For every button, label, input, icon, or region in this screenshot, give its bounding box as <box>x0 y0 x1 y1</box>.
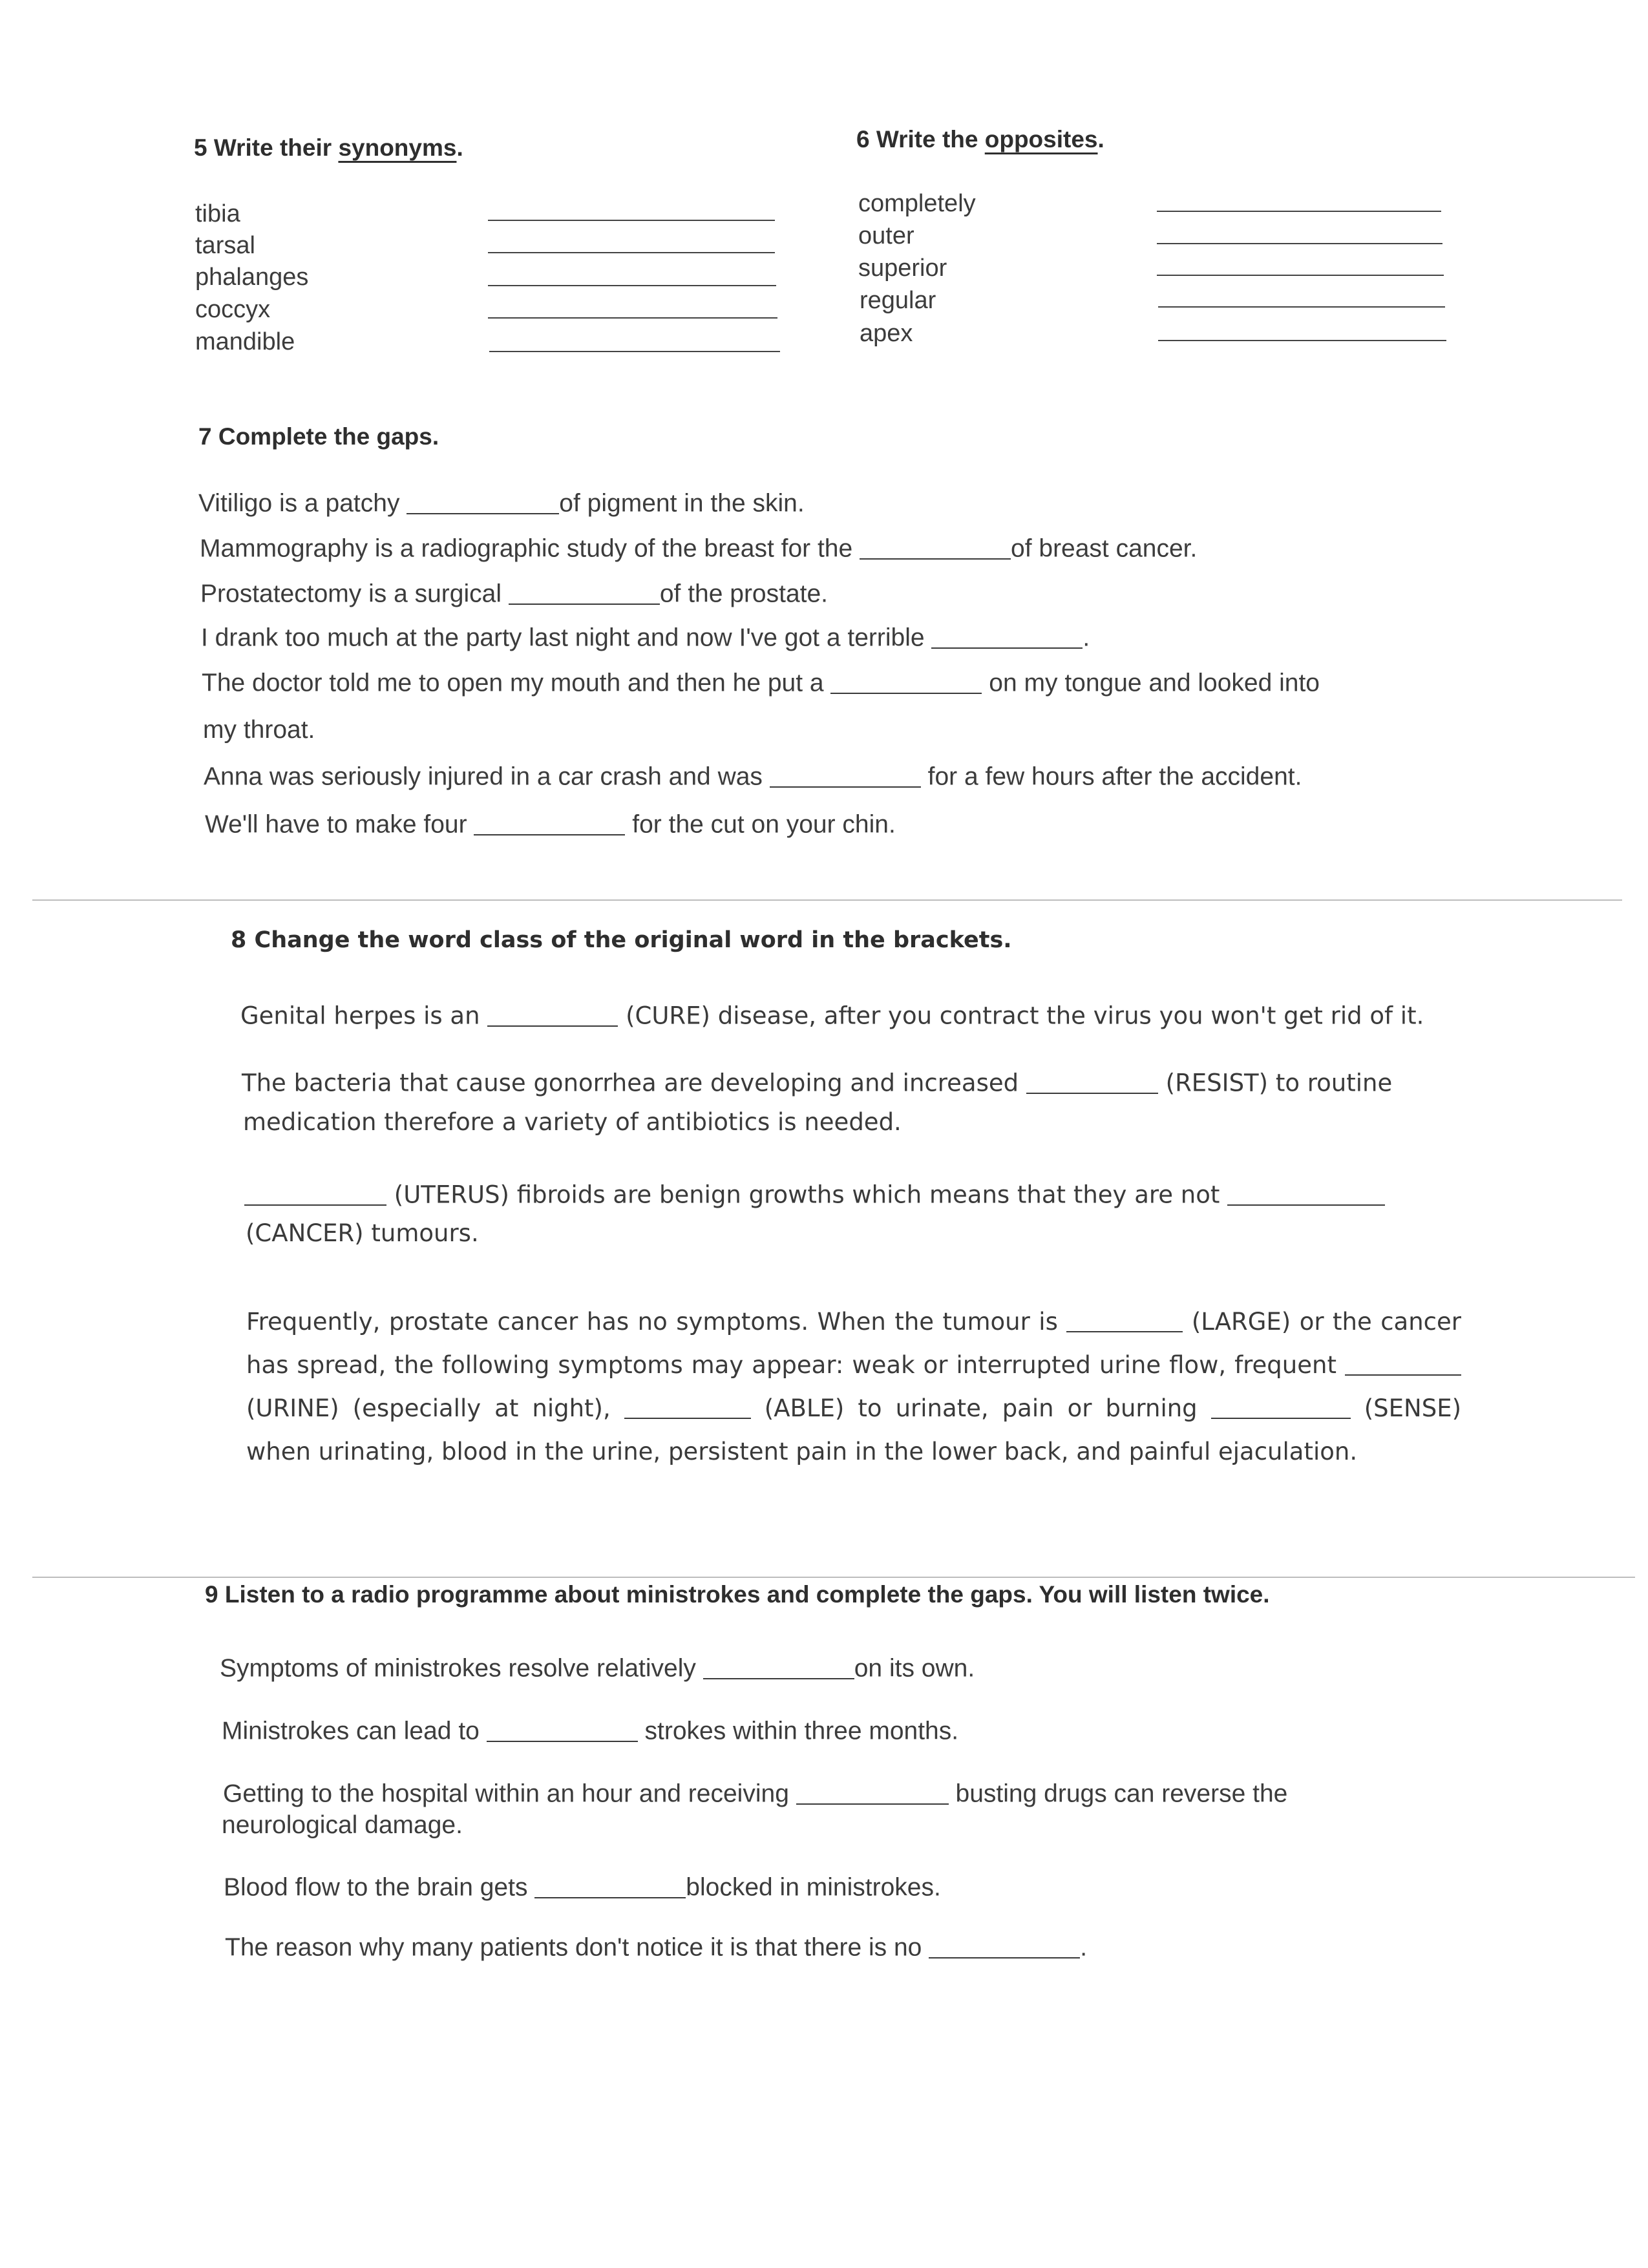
ex8-gap-2[interactable] <box>1026 1069 1158 1094</box>
ex5-word-2: tarsal <box>195 232 255 259</box>
exercise-9-title: 9 Listen to a radio programme about ministrokes and complete the gaps. You will listen twice. <box>205 1581 1270 1608</box>
ex9-gap-2[interactable] <box>487 1716 638 1742</box>
ex5-answer-line-1[interactable] <box>488 220 775 221</box>
ex8-gap-1[interactable] <box>487 1002 618 1027</box>
ex7-sentence-4: I drank too much at the party last night and now I've got a terrible . <box>201 622 1090 650</box>
ex7-sentence-5-continued: my throat. <box>203 716 315 744</box>
ex5-word-4: coccyx <box>195 296 271 323</box>
ex7-gap-6[interactable] <box>770 761 921 788</box>
ex8-gap-6[interactable] <box>1345 1350 1461 1376</box>
ex5-word-5: mandible <box>195 328 295 355</box>
ex5-answer-line-2[interactable] <box>488 252 775 253</box>
ex6-word-5: apex <box>860 320 913 347</box>
exercise-7-title: 7 Complete the gaps. <box>198 423 439 450</box>
ex8-gap-5[interactable] <box>1066 1307 1183 1332</box>
ex7-sentence-6: Anna was seriously injured in a car crash and was for a few hours after the accident. <box>204 761 1302 789</box>
ex9-sentence-1: Symptoms of ministrokes resolve relatively on its own. <box>220 1653 975 1681</box>
ex9-gap-3[interactable] <box>796 1778 949 1805</box>
ex7-sentence-1: Vitiligo is a patchy of pigment in the skin. <box>198 488 805 516</box>
ex8-gap-3[interactable] <box>244 1181 386 1206</box>
ex8-gap-4[interactable] <box>1227 1181 1385 1206</box>
ex8-gap-7[interactable] <box>624 1394 751 1419</box>
synonyms-keyword: synonyms <box>338 134 457 161</box>
exercise-5-title: 5 Write their synonyms. <box>194 134 463 161</box>
ex8-sentence-1: Genital herpes is an (CURE) disease, after you contract the virus you won't get rid of it. <box>240 1002 1424 1030</box>
ex9-sentence-3-continued: neurological damage. <box>222 1811 463 1839</box>
ex9-sentence-3: Getting to the hospital within an hour and receiving busting drugs can reverse the <box>223 1778 1287 1806</box>
ex8-sentence-3-continued: (CANCER) tumours. <box>246 1219 479 1247</box>
ex5-answer-line-3[interactable] <box>488 285 776 286</box>
ex6-word-4: regular <box>860 287 936 314</box>
ex6-answer-line-1[interactable] <box>1157 211 1441 212</box>
ex6-word-3: superior <box>858 255 947 282</box>
ex9-sentence-2: Ministrokes can lead to strokes within three months. <box>222 1716 958 1743</box>
ex7-sentence-5: The doctor told me to open my mouth and then he put a on my tongue and looked into <box>202 667 1320 695</box>
ex6-answer-line-5[interactable] <box>1158 340 1446 341</box>
ex7-gap-7[interactable] <box>474 809 625 835</box>
ex5-answer-line-5[interactable] <box>489 351 780 352</box>
ex5-answer-line-4[interactable] <box>488 317 777 319</box>
ex8-paragraph-4: Frequently, prostate cancer has no symptoms. When the tumour is (LARGE) or the cancer has spread, the following symptoms may appear: weak or interrupted urine flow, frequent (URINE) (especially at night), (ABLE) to urinate, pain or burning (SENSE) when urinating, blood in the urine, persistent pain in the lower back, and painful ejaculation. <box>246 1308 1462 1465</box>
ex6-answer-line-4[interactable] <box>1158 306 1445 308</box>
ex7-sentence-2: Mammography is a radiographic study of the breast for the of breast cancer. <box>200 533 1197 561</box>
ex6-word-1: completely <box>858 190 976 217</box>
ex7-sentence-7: We'll have to make four for the cut on your chin. <box>205 809 896 837</box>
ex6-answer-line-3[interactable] <box>1157 275 1444 276</box>
ex9-sentence-4: Blood flow to the brain gets blocked in ministrokes. <box>224 1872 941 1900</box>
ex7-gap-2[interactable] <box>860 533 1011 560</box>
exercise-8-title: 8 Change the word class of the original word in the brackets. <box>231 927 1012 953</box>
ex9-gap-5[interactable] <box>929 1932 1080 1958</box>
ex9-gap-4[interactable] <box>534 1872 686 1898</box>
ex5-word-3: phalanges <box>195 264 309 291</box>
ex7-gap-1[interactable] <box>407 488 559 514</box>
ex7-gap-3[interactable] <box>509 578 660 605</box>
ex9-sentence-5: The reason why many patients don't notice it is that there is no . <box>225 1932 1087 1960</box>
ex6-word-2: outer <box>858 222 914 249</box>
ex8-sentence-2: The bacteria that cause gonorrhea are developing and increased (RESIST) to routine <box>242 1069 1393 1097</box>
section-divider-1 <box>32 899 1622 901</box>
ex7-sentence-3: Prostatectomy is a surgical of the prostate. <box>200 578 828 606</box>
section-divider-2 <box>32 1577 1635 1578</box>
ex8-sentence-2-continued: medication therefore a variety of antibiotics is needed. <box>243 1108 902 1136</box>
ex7-gap-4[interactable] <box>931 622 1083 649</box>
ex7-gap-5[interactable] <box>830 667 982 694</box>
exercise-6-title: 6 Write the opposites. <box>856 126 1104 152</box>
opposites-keyword: opposites <box>984 126 1098 152</box>
ex6-answer-line-2[interactable] <box>1157 243 1442 244</box>
ex9-gap-1[interactable] <box>703 1653 854 1679</box>
ex8-gap-8[interactable] <box>1211 1394 1351 1419</box>
ex8-sentence-3: (UTERUS) fibroids are benign growths which means that they are not <box>244 1181 1385 1207</box>
ex5-word-1: tibia <box>195 200 240 227</box>
